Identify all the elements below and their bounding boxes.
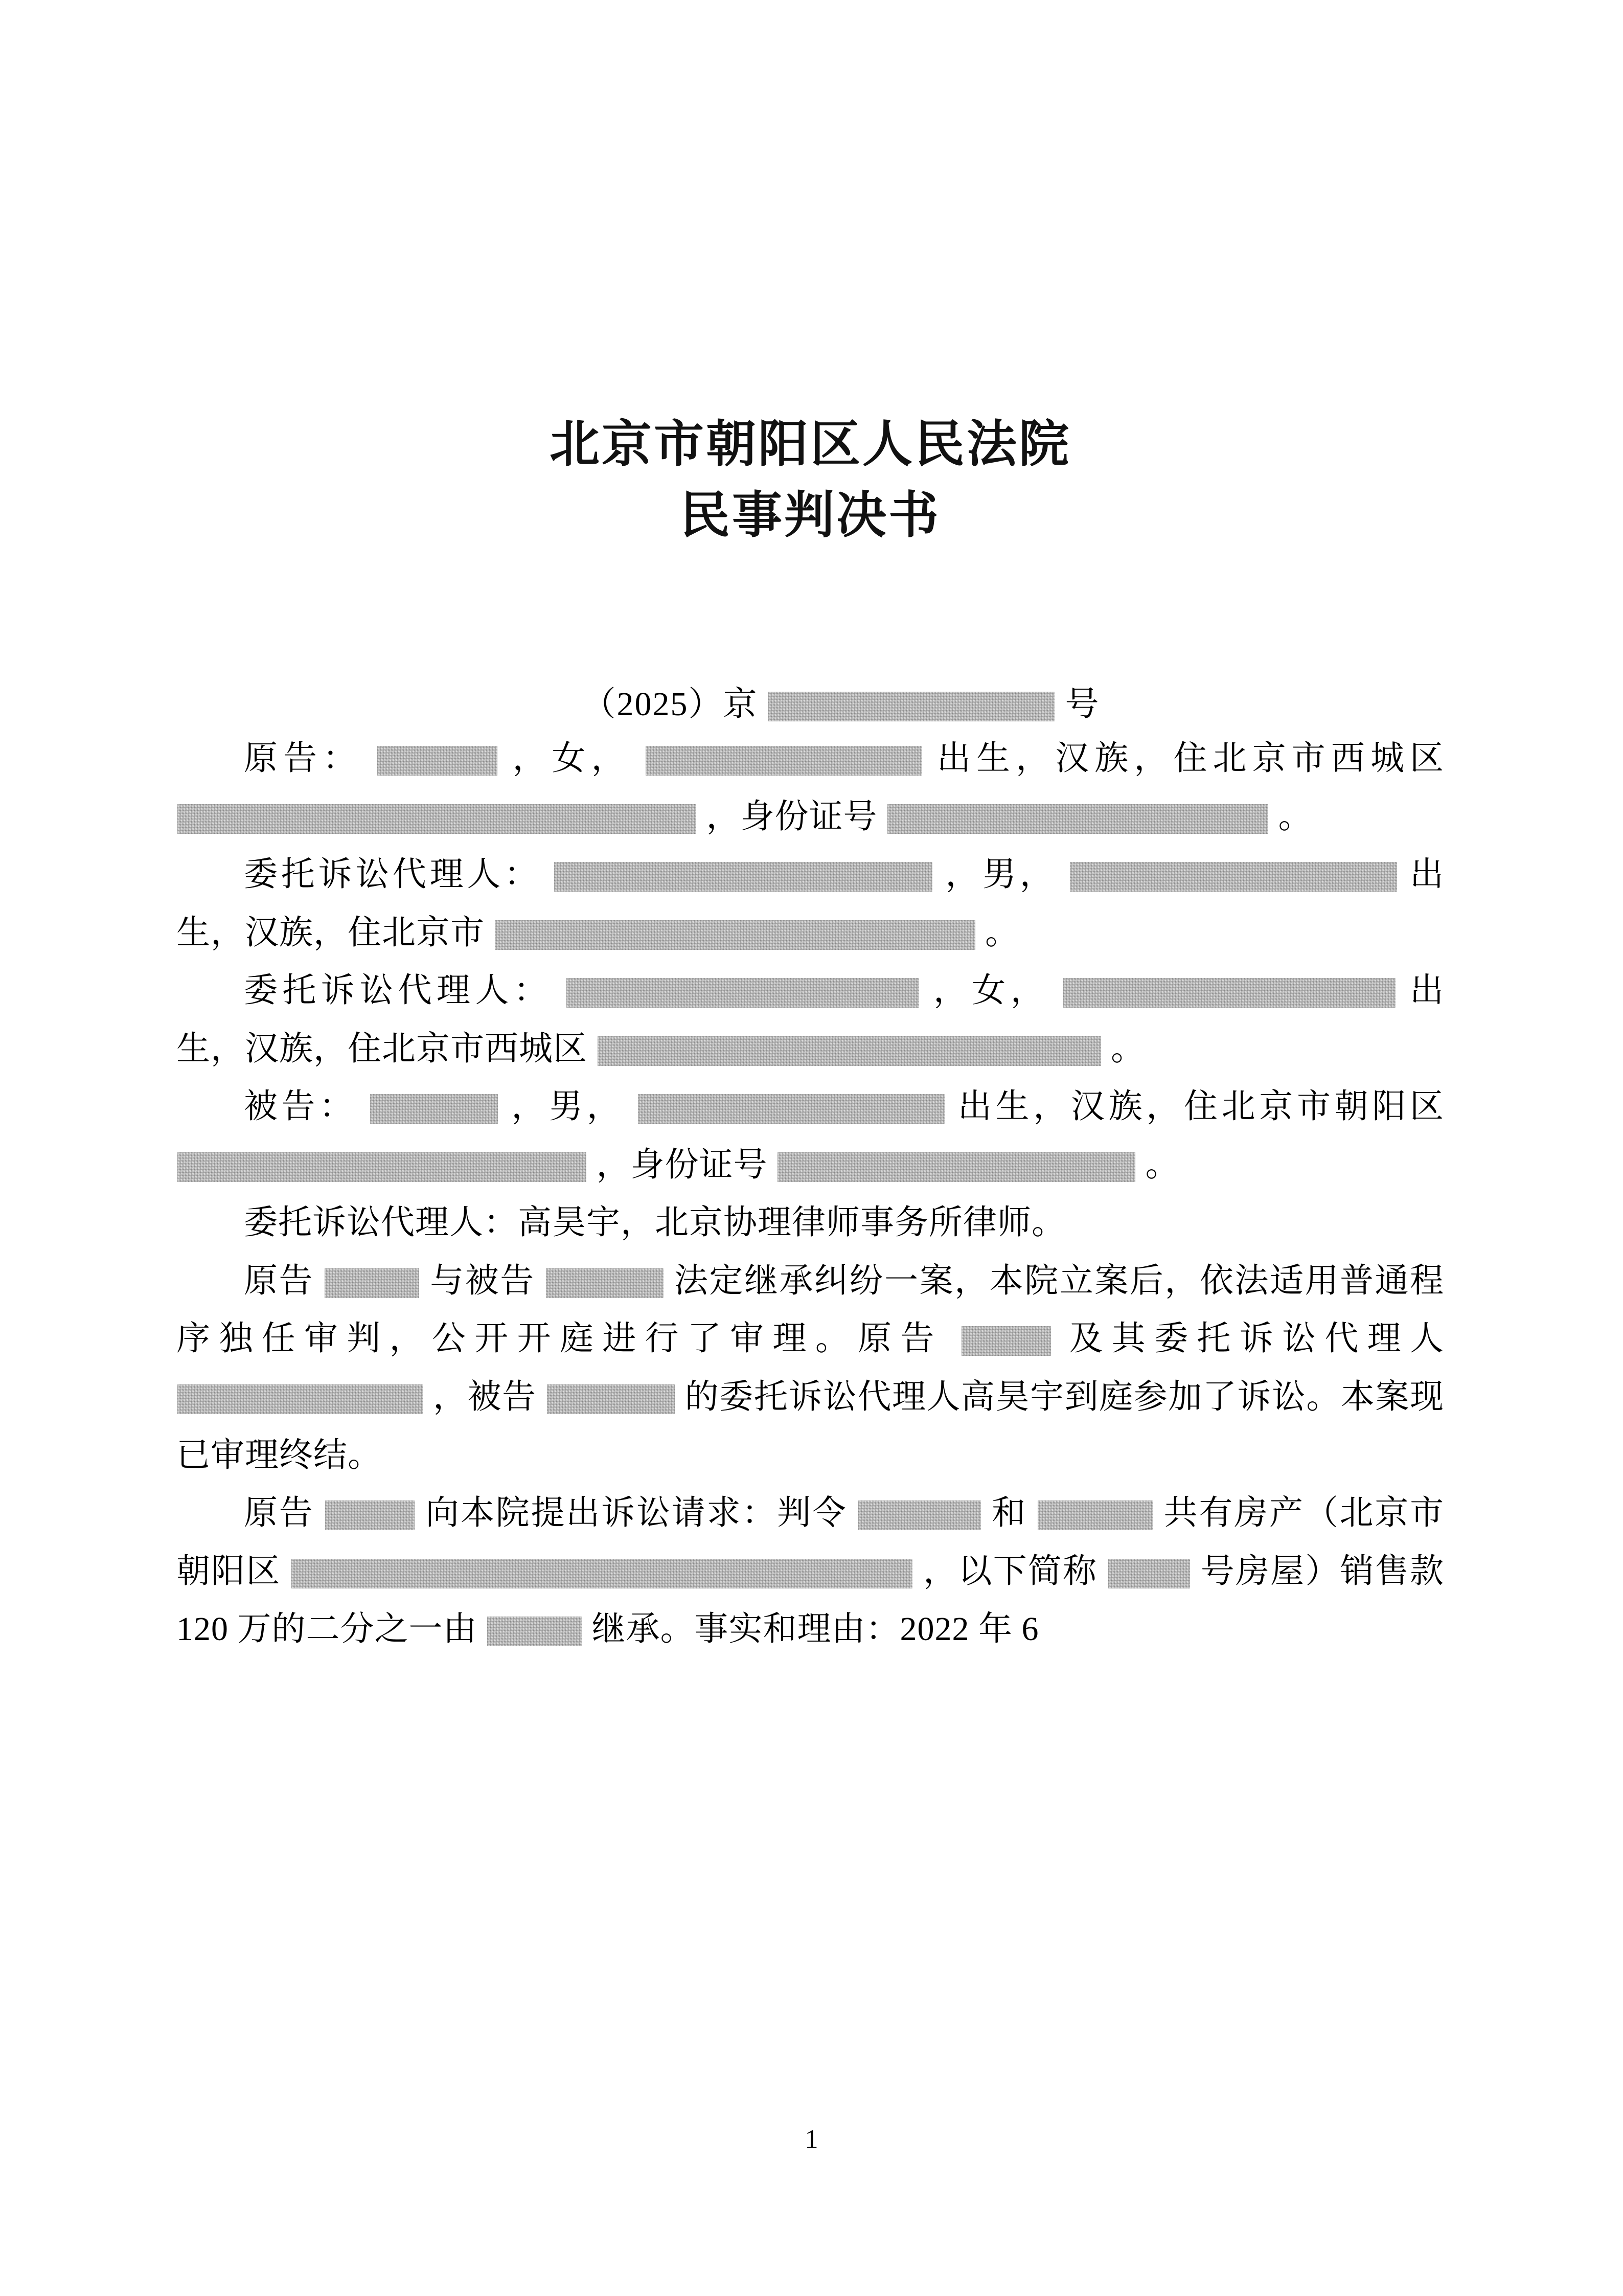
claim-text-4: 共有房产（北京市朝阳区 — [176, 1494, 1445, 1590]
agent2-label: 委托诉讼代理人： — [244, 972, 553, 1010]
redacted-procedure-defendant — [546, 1268, 664, 1298]
procedure-text-1: 原告 — [244, 1262, 314, 1300]
agent2-text-1: ，女， — [933, 972, 1049, 1010]
document-title-block — [176, 409, 1444, 551]
redacted-claim-property-short — [1108, 1559, 1190, 1588]
redacted-agent2-name — [566, 978, 919, 1008]
plaintiff-text-1: ，女， — [512, 740, 631, 778]
paragraph-plaintiff — [176, 730, 1444, 846]
redacted-defendant-address — [177, 1152, 586, 1182]
redacted-procedure-plaintiff-2 — [962, 1326, 1051, 1356]
defendant-text-1: ，男， — [511, 1088, 625, 1126]
redacted-plaintiff-name — [377, 746, 497, 776]
redacted-agent1-name — [554, 862, 932, 892]
claim-text-1: 原告 — [244, 1494, 314, 1532]
redacted-defendant-id — [778, 1152, 1135, 1182]
redacted-procedure-plaintiff — [325, 1268, 419, 1298]
redacted-claim-property-address — [291, 1559, 912, 1588]
paragraph-procedure — [176, 1252, 1444, 1484]
claim-text-7: 继承。事实和理由：2022 年 6 — [591, 1610, 1039, 1648]
document-type: 民事判决书 — [679, 486, 941, 545]
redacted-case-number — [768, 692, 1055, 721]
redacted-agent1-birth — [1070, 862, 1397, 892]
procedure-text-3: 法定继承纠纷一案，本院立案后，依法适用普通程序独任审判，公开开庭进行了审理。原告 — [176, 1262, 1445, 1358]
plaintiff-text-2: 出生，汉族，住北京市西城区 — [936, 740, 1445, 778]
claim-text-2: 向本院提出诉讼请求：判令 — [425, 1494, 848, 1532]
paragraph-agent-two — [176, 962, 1444, 1078]
redacted-agent2-birth — [1063, 978, 1396, 1008]
procedure-text-5: ，被告 — [433, 1378, 537, 1416]
agent1-label: 委托诉讼代理人： — [244, 856, 541, 894]
claim-text-3: 和 — [992, 1494, 1027, 1532]
redacted-plaintiff-id — [887, 804, 1268, 834]
paragraph-agent-one — [176, 846, 1444, 962]
redacted-claim-heir — [487, 1617, 582, 1646]
redacted-defendant-birth — [638, 1094, 945, 1124]
claim-text-5: ，以下简称 — [923, 1552, 1098, 1590]
defendant-text-3: ，身份证号 — [596, 1146, 768, 1184]
case-number-suffix: 号 — [1065, 686, 1100, 723]
redacted-agent1-address — [495, 920, 975, 950]
agent2-text-3: 。 — [1111, 1030, 1145, 1067]
redacted-claim-party-1 — [858, 1501, 981, 1530]
procedure-text-6: 的委托诉讼代理人高昊宇到庭参加了诉讼。本案现已审理终结。 — [176, 1378, 1445, 1474]
plaintiff-label: 原告： — [244, 740, 362, 778]
redacted-claim-plaintiff — [325, 1501, 415, 1530]
agent1-text-1: ，男， — [945, 856, 1057, 894]
procedure-text-4: 及其委托诉讼代理人 — [1069, 1320, 1445, 1358]
defendant-label: 被告： — [244, 1088, 357, 1126]
redacted-claim-party-2 — [1038, 1501, 1153, 1530]
claim-text-6: 号房屋）销售款120 万的二分之一由 — [176, 1552, 1445, 1648]
agent1-text-3: 。 — [985, 914, 1019, 951]
page-number: 1 — [805, 2125, 818, 2154]
document-content — [176, 0, 1444, 1658]
paragraph-claim — [176, 1484, 1444, 1658]
redacted-defendant-name — [370, 1094, 498, 1124]
defendant-text-2: 出生，汉族，住北京市朝阳区 — [957, 1088, 1445, 1126]
redacted-agent2-address — [598, 1036, 1101, 1066]
plaintiff-text-4: 。 — [1278, 798, 1313, 835]
court-name: 北京市朝阳区人民法院 — [549, 415, 1071, 473]
redacted-procedure-defendant-2 — [547, 1384, 675, 1414]
paragraph-defendant — [176, 1078, 1444, 1194]
agent1-text-2: 出生，汉族，住北京市 — [176, 856, 1445, 951]
paragraph-defendant-agent: 委托诉讼代理人：高昊宇，北京协理律师事务所律师。 — [244, 1204, 1066, 1242]
defendant-text-4: 。 — [1145, 1146, 1180, 1184]
procedure-text-2: 与被告 — [430, 1262, 535, 1300]
redacted-plaintiff-birth — [646, 746, 922, 776]
redacted-plaintiff-address — [177, 804, 696, 834]
agent2-text-2: 出生，汉族，住北京市西城区 — [176, 972, 1445, 1067]
case-number-prefix: （2025）京 — [582, 686, 758, 723]
plaintiff-text-3: ，身份证号 — [706, 798, 878, 835]
case-number — [176, 679, 1444, 730]
redacted-procedure-agent — [177, 1384, 423, 1414]
